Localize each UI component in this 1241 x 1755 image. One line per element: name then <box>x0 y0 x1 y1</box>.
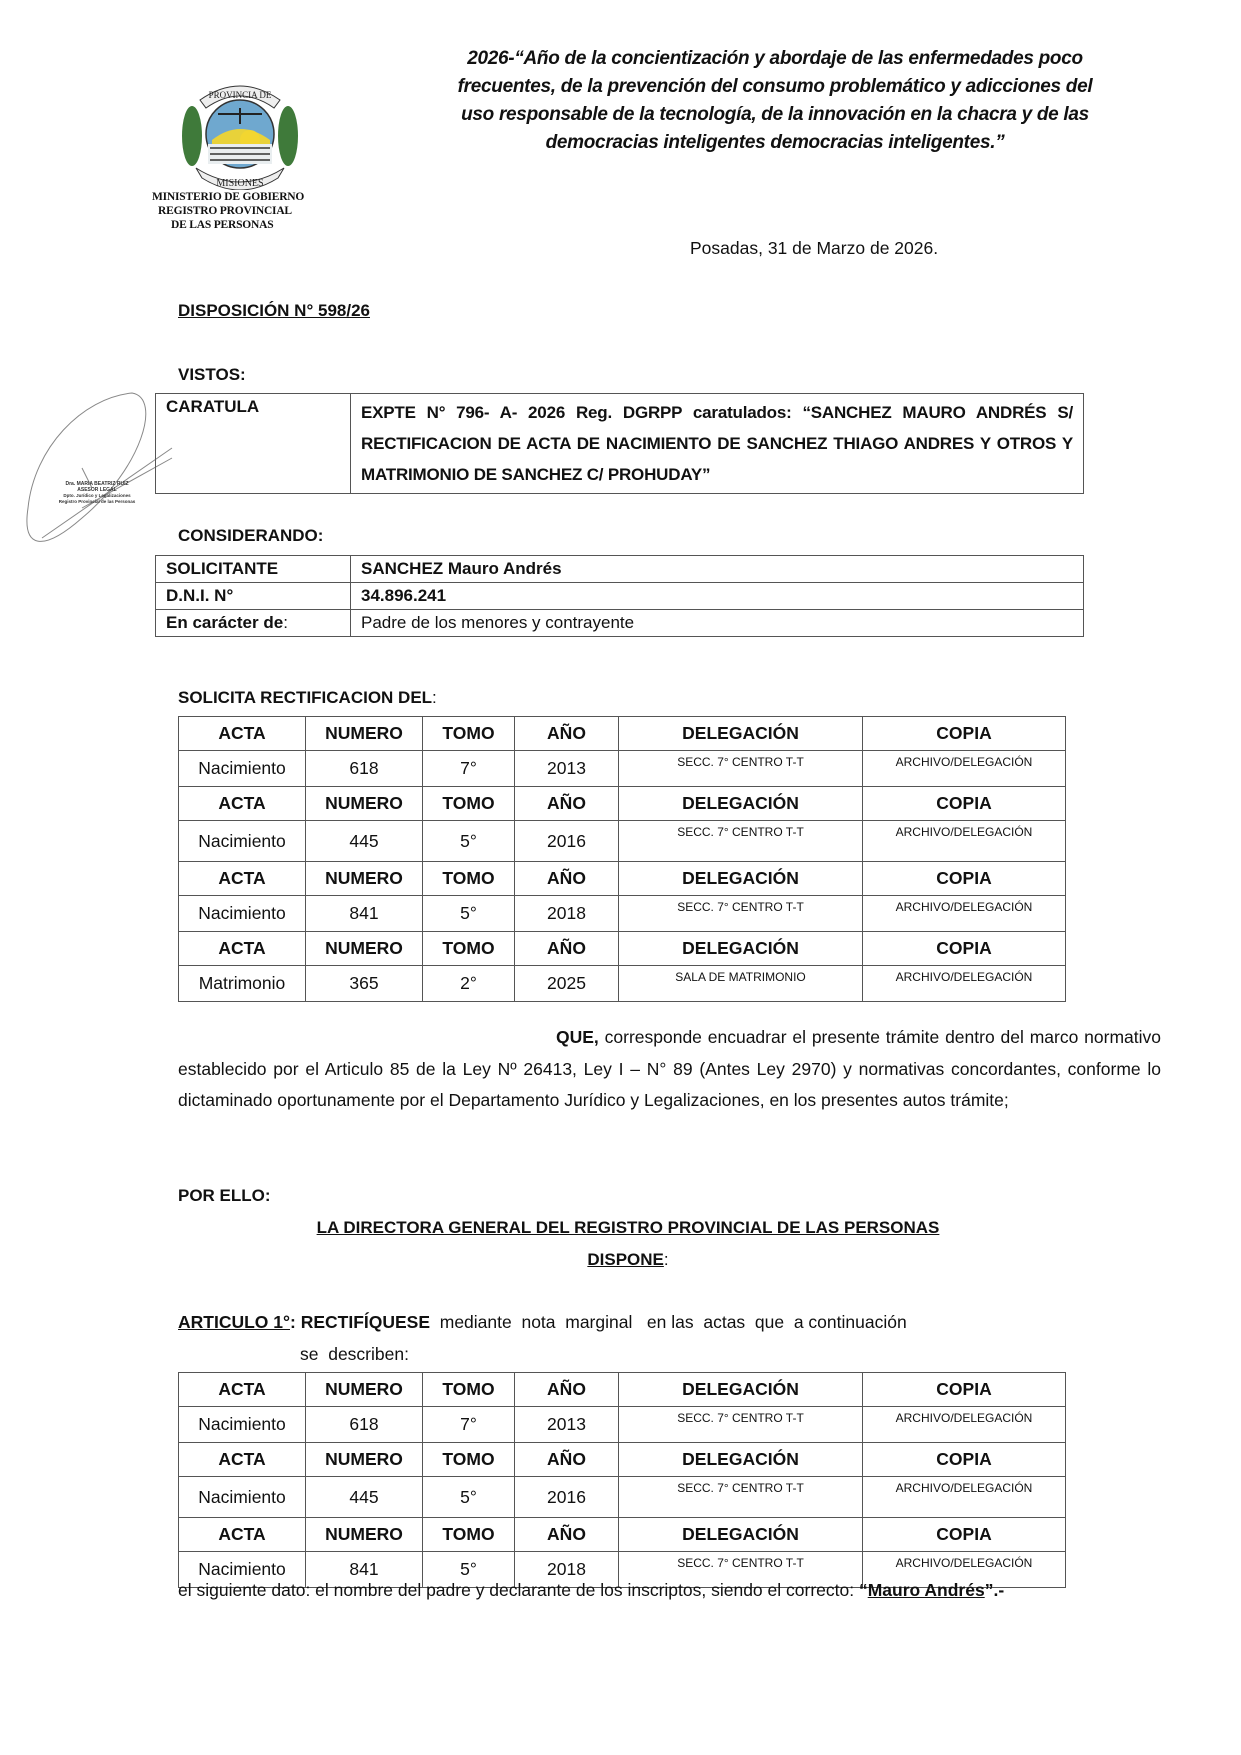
acta-record-row <box>179 821 1066 862</box>
cell-tomo: 7° <box>423 1407 515 1443</box>
header-copia: COPIA <box>863 717 1066 751</box>
stamp-department: Dpto. Jurídico y Legalizaciones <box>63 493 131 498</box>
header-tomo: TOMO <box>423 1518 515 1552</box>
header-anio: AÑO <box>515 717 619 751</box>
solicitante-table <box>155 555 1084 637</box>
cell-numero: 445 <box>306 821 423 862</box>
cell-copia: ARCHIVO/DELEGACIÓN <box>863 1477 1066 1518</box>
cell-acta: Nacimiento <box>179 1477 306 1518</box>
header-delegacion: DELEGACIÓN <box>619 787 863 821</box>
header-delegacion: DELEGACIÓN <box>619 862 863 896</box>
cell-copia: ARCHIVO/DELEGACIÓN <box>863 1407 1066 1443</box>
header-copia: COPIA <box>863 787 1066 821</box>
header-numero: NUMERO <box>306 1518 423 1552</box>
caratula-key: CARATULA <box>156 394 351 494</box>
cell-tomo: 7° <box>423 751 515 787</box>
cell-numero: 618 <box>306 751 423 787</box>
solicitante-key: SOLICITANTE <box>156 556 351 583</box>
cell-tomo: 5° <box>423 896 515 932</box>
authority-text: LA DIRECTORA GENERAL DEL REGISTRO PROVINCIAL DE LAS PERSONAS <box>316 1218 940 1237</box>
right-laurel <box>278 106 298 166</box>
cell-tomo: 5° <box>423 821 515 862</box>
cell-anio: 2016 <box>515 1477 619 1518</box>
acta-header-row <box>179 1373 1066 1407</box>
closing-sentence <box>178 1580 1004 1601</box>
cell-numero: 841 <box>306 896 423 932</box>
caratula-table <box>155 393 1084 494</box>
header-delegacion: DELEGACIÓN <box>619 932 863 966</box>
header-tomo: TOMO <box>423 862 515 896</box>
header-tomo: TOMO <box>423 932 515 966</box>
header-delegacion: DELEGACIÓN <box>619 1373 863 1407</box>
acta-record-row <box>179 751 1066 787</box>
acta-record-row <box>179 966 1066 1002</box>
header-delegacion: DELEGACIÓN <box>619 1518 863 1552</box>
header-anio: AÑO <box>515 1443 619 1477</box>
articulo-1-actas-table <box>178 1372 1066 1588</box>
dni-row <box>156 583 1084 610</box>
header-tomo: TOMO <box>423 1443 515 1477</box>
header-tomo: TOMO <box>423 787 515 821</box>
que-lead: QUE, <box>556 1027 599 1047</box>
header-numero: NUMERO <box>306 787 423 821</box>
closing-text: el siguiente dato: el nombre del padre y declarante de los inscriptos, siendo el correcto: <box>178 1580 859 1600</box>
header-acta: ACTA <box>179 1443 306 1477</box>
vistos-label: VISTOS: <box>178 365 246 384</box>
cell-delegacion: SECC. 7° CENTRO T-T <box>619 821 863 862</box>
solicita-actas-table <box>178 716 1066 1002</box>
persons-line: DE LAS PERSONAS <box>171 219 274 231</box>
dispone-colon: : <box>663 1250 669 1269</box>
acta-header-row <box>179 1443 1066 1477</box>
dispone-heading <box>178 1250 1078 1270</box>
cell-numero: 841 <box>306 1552 423 1588</box>
header-numero: NUMERO <box>306 1443 423 1477</box>
articulo-1-label: ARTICULO 1° <box>178 1312 290 1332</box>
acta-header-row <box>179 787 1066 821</box>
header-tomo: TOMO <box>423 717 515 751</box>
cell-delegacion: SECC. 7° CENTRO T-T <box>619 1477 863 1518</box>
seal-bottom-text: MISIONES <box>216 178 264 189</box>
header-numero: NUMERO <box>306 717 423 751</box>
seal-top-text: PROVINCIA DE <box>208 90 272 100</box>
cell-anio: 2013 <box>515 751 619 787</box>
cell-tomo: 5° <box>423 1477 515 1518</box>
cell-copia: ARCHIVO/DELEGACIÓN <box>863 751 1066 787</box>
solicitante-value: SANCHEZ Mauro Andrés <box>351 556 1084 583</box>
header-anio: AÑO <box>515 787 619 821</box>
cell-acta: Matrimonio <box>179 966 306 1002</box>
cell-delegacion: SALA DE MATRIMONIO <box>619 966 863 1002</box>
articulo-1-line-2: se describen: <box>300 1344 409 1364</box>
header-acta: ACTA <box>179 1373 306 1407</box>
cell-copia: ARCHIVO/DELEGACIÓN <box>863 896 1066 932</box>
acta-header-row <box>179 862 1066 896</box>
cell-acta: Nacimiento <box>179 896 306 932</box>
header-copia: COPIA <box>863 1518 1066 1552</box>
solicita-label <box>178 688 437 708</box>
solicita-label-text: SOLICITA RECTIFICACION DEL <box>178 688 433 707</box>
caratula-value: EXPTE N° 796- A- 2026 Reg. DGRPP caratulados: “SANCHEZ MAURO ANDRÉS S/ RECTIFICACION DE ACTA DE NACIMIENTO DE SANCHEZ THIAGO ANDRES Y OTROS Y MATRIMONIO DE SANCHEZ C/ PROHUDAY” <box>351 394 1084 494</box>
header-anio: AÑO <box>515 1373 619 1407</box>
considerando-label: CONSIDERANDO: <box>178 526 324 545</box>
que-text: corresponde encuadrar el presente trámite dentro del marco normativo establecido por el Articulo 85 de la Ley Nº 26413, Ley I – N° 89 (Antes Ley 2970) y normativas concordantes, conforme lo dictaminado oportunamente por el Departamento Jurídico y Legalizaciones, en los presentes autos trámite; <box>178 1027 1161 1110</box>
acta-header-row <box>179 932 1066 966</box>
header-tomo: TOMO <box>423 1373 515 1407</box>
articulo-1-colon: : <box>290 1312 296 1332</box>
header-acta: ACTA <box>179 717 306 751</box>
misiones-coat-of-arms-logo <box>178 78 302 190</box>
cell-delegacion: SECC. 7° CENTRO T-T <box>619 1407 863 1443</box>
header-copia: COPIA <box>863 932 1066 966</box>
header-acta: ACTA <box>179 932 306 966</box>
acta-record-row <box>179 1477 1066 1518</box>
header-delegacion: DELEGACIÓN <box>619 717 863 751</box>
header-acta: ACTA <box>179 1518 306 1552</box>
cell-tomo: 2° <box>423 966 515 1002</box>
header-copia: COPIA <box>863 1373 1066 1407</box>
header-anio: AÑO <box>515 1518 619 1552</box>
header-acta: ACTA <box>179 862 306 896</box>
dispone-text: DISPONE <box>587 1250 664 1269</box>
authority-heading <box>178 1218 1078 1238</box>
por-ello-label: POR ELLO: <box>178 1186 271 1205</box>
acta-record-row <box>179 1407 1066 1443</box>
cell-acta: Nacimiento <box>179 1552 306 1588</box>
header-numero: NUMERO <box>306 1373 423 1407</box>
cell-copia: ARCHIVO/DELEGACIÓN <box>863 1552 1066 1588</box>
solicitante-row <box>156 556 1084 583</box>
caratula-row <box>156 394 1084 494</box>
cell-acta: Nacimiento <box>179 821 306 862</box>
closing-quote-open: “ <box>858 1580 868 1600</box>
caracter-value: Padre de los menores y contrayente <box>351 610 1084 637</box>
caracter-row <box>156 610 1084 637</box>
header-anio: AÑO <box>515 862 619 896</box>
cell-numero: 365 <box>306 966 423 1002</box>
signature-loop <box>27 393 146 541</box>
document-date: Posadas, 31 de Marzo de 2026. <box>690 238 939 258</box>
header-acta: ACTA <box>179 787 306 821</box>
closing-quote-close: ”.- <box>984 1580 1005 1600</box>
disposition-number: DISPOSICIÓN N° 598/26 <box>178 301 370 320</box>
header-copia: COPIA <box>863 1443 1066 1477</box>
dni-key: D.N.I. N° <box>156 583 351 610</box>
cell-numero: 445 <box>306 1477 423 1518</box>
cell-copia: ARCHIVO/DELEGACIÓN <box>863 821 1066 862</box>
articulo-1-line <box>178 1312 907 1333</box>
stamp-registry: Registro Provincial de las Personas <box>58 499 136 504</box>
cell-anio: 2018 <box>515 1552 619 1588</box>
cell-anio: 2018 <box>515 896 619 932</box>
corrected-name: Mauro Andrés <box>867 1580 985 1600</box>
cell-delegacion: SECC. 7° CENTRO T-T <box>619 751 863 787</box>
que-paragraph <box>178 1022 1161 1117</box>
articulo-1-text: mediante nota marginal en las actas que a continuación <box>430 1312 907 1332</box>
cell-acta: Nacimiento <box>179 751 306 787</box>
header-numero: NUMERO <box>306 932 423 966</box>
ministry-line: MINISTERIO DE GOBIERNO <box>152 191 305 203</box>
cell-numero: 618 <box>306 1407 423 1443</box>
year-motto: 2026-“Año de la concientización y abordaje de las enfermedades poco frecuentes, de la prevención del consumo problemático y adicciones del uso responsable de la tecnología, de la innovación en la chacra y de las democracias inteligentes democracias inteligentes.” <box>457 48 1093 153</box>
left-laurel <box>182 106 202 166</box>
acta-record-row <box>179 896 1066 932</box>
header-copia: COPIA <box>863 862 1066 896</box>
cell-anio: 2025 <box>515 966 619 1002</box>
acta-header-row <box>179 1518 1066 1552</box>
ministry-heading <box>152 190 304 232</box>
header-numero: NUMERO <box>306 862 423 896</box>
cell-anio: 2016 <box>515 821 619 862</box>
stamp-name: Dra. MARIA BEATRIZ RUIZ <box>65 481 129 487</box>
caracter-key-text: En carácter de <box>166 613 284 632</box>
cell-tomo: 5° <box>423 1552 515 1588</box>
stamp-title: ASESOR LEGAL <box>77 487 117 493</box>
cell-delegacion: SECC. 7° CENTRO T-T <box>619 1552 863 1588</box>
header-anio: AÑO <box>515 932 619 966</box>
caracter-key-colon: : <box>283 613 288 632</box>
registry-line: REGISTRO PROVINCIAL <box>158 205 292 217</box>
articulo-1-verb: RECTIFÍQUESE <box>295 1312 431 1332</box>
cell-copia: ARCHIVO/DELEGACIÓN <box>863 966 1066 1002</box>
cell-acta: Nacimiento <box>179 1407 306 1443</box>
caracter-key <box>156 610 351 637</box>
cell-anio: 2013 <box>515 1407 619 1443</box>
solicita-label-colon: : <box>432 688 437 707</box>
header-delegacion: DELEGACIÓN <box>619 1443 863 1477</box>
cell-delegacion: SECC. 7° CENTRO T-T <box>619 896 863 932</box>
acta-header-row <box>179 717 1066 751</box>
dni-value: 34.896.241 <box>351 583 1084 610</box>
